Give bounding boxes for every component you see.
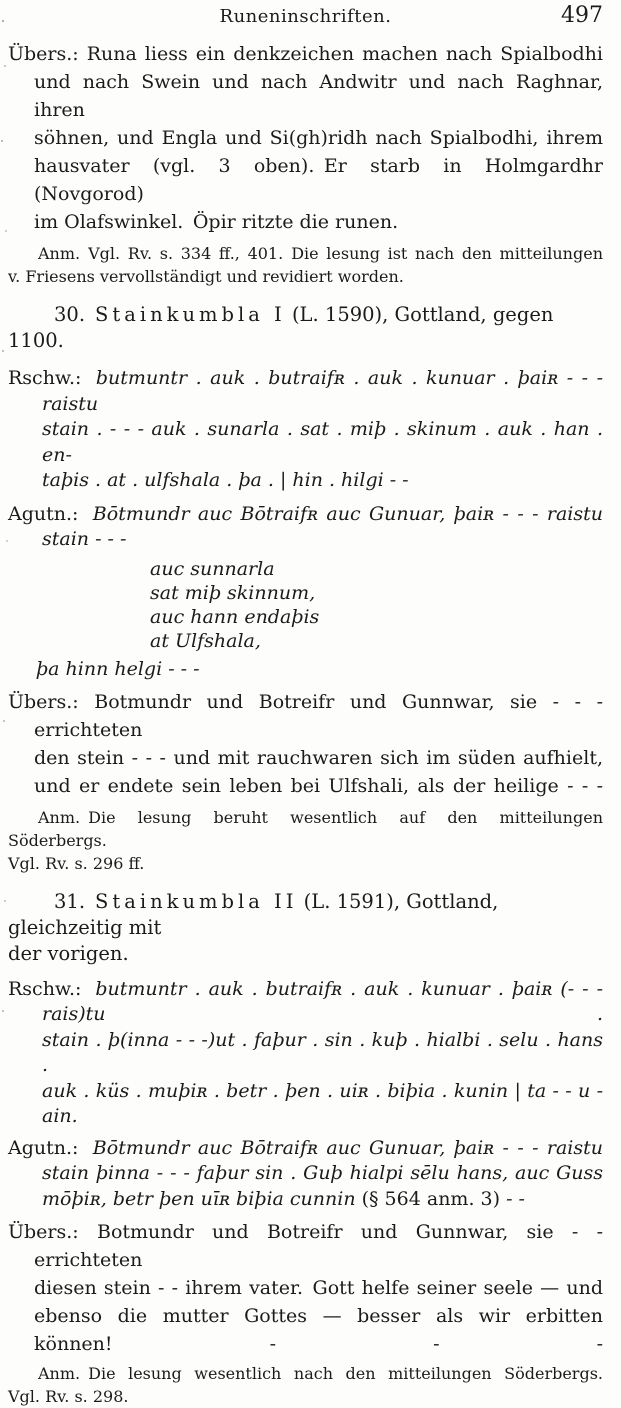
running-title: Runeninschriften. <box>219 6 392 27</box>
text-line: stain . - - - auk . sunarla . sat . miþ . skinum . auk . han . en- <box>42 418 603 466</box>
text-line: den stein - - - und mit rauchwaren sich im süden aufhielt, <box>34 746 603 769</box>
text-line: Anm. Vgl. Rv. s. 334 ff., 401. Die lesung ist nach den mitteilungen <box>38 244 603 263</box>
rschw-block-1 <box>8 366 603 494</box>
paragraph-label: Übers.: <box>8 43 79 65</box>
paragraph-label: Rschw.: <box>8 977 82 1000</box>
verse-line: auc sunnarla <box>150 557 275 580</box>
text-line <box>8 977 603 1028</box>
section-subtitle: (L. 1590), Gottland, gegen 1100. <box>8 303 554 352</box>
text-line <box>8 502 603 528</box>
scan-noise <box>2 20 4 22</box>
text-segment: Botmundr und Botreifr und Gunnwar, sie - - - errichteten <box>34 690 603 741</box>
uebers-paragraph-2 <box>8 688 603 800</box>
grammar-reference: (§ 564 anm. 3) <box>361 1187 501 1210</box>
text-line: Anm. Die lesung beruht wesentlich auf den mitteilungen Söderbergs. <box>8 807 603 850</box>
section-number: 31. <box>54 889 86 913</box>
runic-text: mōþiʀ, betr þen uīʀ biþia cunnin <box>42 1187 362 1210</box>
section-heading-30 <box>8 302 603 354</box>
annotation-2 <box>8 806 603 875</box>
text-line <box>8 366 603 417</box>
agutn-block-1 <box>8 502 603 553</box>
paragraph-label: Agutn.: <box>8 502 79 525</box>
verse-line: auc hann endaþis <box>150 605 320 628</box>
text-line: hausvater (vgl. 3 oben). Er starb in Holmgardhr (Novgorod) <box>34 155 603 205</box>
text-line: taþis . at . ulfshala . þa . | hin . hilgi - - <box>42 469 409 491</box>
runic-text: butmuntr . auk . butraifʀ . auk . kunuar . þaiʀ - - - raistu <box>42 367 603 415</box>
text-line: stain þinna - - - faþur sin . Guþ hialpi sēlu hans, auc Guss <box>42 1162 603 1184</box>
text-line: und er endete sein leben bei Ulfshali, als der heilige - - - <box>34 774 603 797</box>
runic-text: butmuntr . auk . butraifʀ . auk . kunuar . þaiʀ (- - - rais)tu . <box>42 977 603 1025</box>
verse-block <box>150 557 603 653</box>
text-line: und nach Swein und nach Andwitr und nach Raghnar, ihren <box>34 71 603 121</box>
annotation-1 <box>8 242 603 288</box>
text-line: Vgl. Rv. s. 298. <box>8 1387 129 1406</box>
page-number: 497 <box>561 3 603 28</box>
text-line: der vorigen. <box>8 941 129 965</box>
text-line: Anm. Die lesung wesentlich nach den mitteilungen Söderbergs. <box>38 1364 603 1383</box>
agutn-block-2 <box>8 1136 603 1213</box>
text-line: Vgl. Rv. s. 296 ff. <box>8 853 145 873</box>
rschw-block-2 <box>8 977 603 1130</box>
text-line: v. Friesens vervollständigt und revidiert worden. <box>8 267 404 286</box>
text-line <box>42 1187 603 1213</box>
text-line <box>8 1218 603 1274</box>
section-subtitle: (L. 1591), Gottland, gleichzeitig mit <box>8 889 499 939</box>
section-name: Stainkumbla II <box>95 889 298 913</box>
text-line: stain . þ(inna - - -)ut . faþur . sin . kuþ . hialbi . selu . hans . <box>42 1028 603 1076</box>
text-line: auk . küs . muþiʀ . betr . þen . uiʀ . biþia . kunin | ta - - u - ain. <box>42 1079 603 1127</box>
runic-text: Bōtmundr auc Bōtraifʀ auc Gunuar, þaiʀ - - - raistu <box>92 502 603 525</box>
text-line <box>8 302 603 354</box>
annotation-3 <box>8 1362 603 1408</box>
runic-text: - - <box>500 1187 525 1210</box>
uebers-paragraph-1 <box>8 40 603 236</box>
text-segment: Runa liess ein denkzeichen machen nach Spialbodhi <box>86 43 603 65</box>
section-number: 30. <box>54 303 86 326</box>
text-line: ebenso die mutter Gottes — besser als wir erbitten können! - - - <box>34 1305 603 1355</box>
text-line <box>8 688 603 744</box>
text-segment: Botmundr und Botreifr und Gunnwar, sie - - errichteten <box>34 1221 603 1271</box>
uebers-paragraph-3 <box>8 1218 603 1358</box>
paragraph-label: Agutn.: <box>8 1136 79 1159</box>
paragraph-label: Übers.: <box>8 690 79 713</box>
text-line <box>8 40 603 68</box>
verse-end-line: þa hinn helgi - - - <box>36 657 200 680</box>
text-line: stain - - - <box>42 528 127 550</box>
text-line: diesen stein - - ihrem vater. Gott helfe seiner seele — und <box>34 1277 603 1299</box>
paragraph-label: Rschw.: <box>8 367 82 389</box>
verse-line: sat miþ skinnum, <box>150 581 316 604</box>
page-header <box>8 3 603 32</box>
text-line: im Olafswinkel. Öpir ritzte die runen. <box>34 211 399 233</box>
section-heading-31 <box>8 889 603 967</box>
text-line <box>8 1136 603 1162</box>
runic-text: Bōtmundr auc Bōtraifʀ auc Gunuar, þaiʀ - - - raistu <box>92 1136 603 1159</box>
text-line: söhnen, und Engla und Si(gh)ridh nach Spialbodhi, ihrem <box>34 127 603 149</box>
paragraph-label: Übers.: <box>8 1221 79 1243</box>
verse-line: at Ulfshala, <box>150 629 261 652</box>
section-name: Stainkumbla I <box>95 303 286 326</box>
text-line <box>8 889 603 941</box>
